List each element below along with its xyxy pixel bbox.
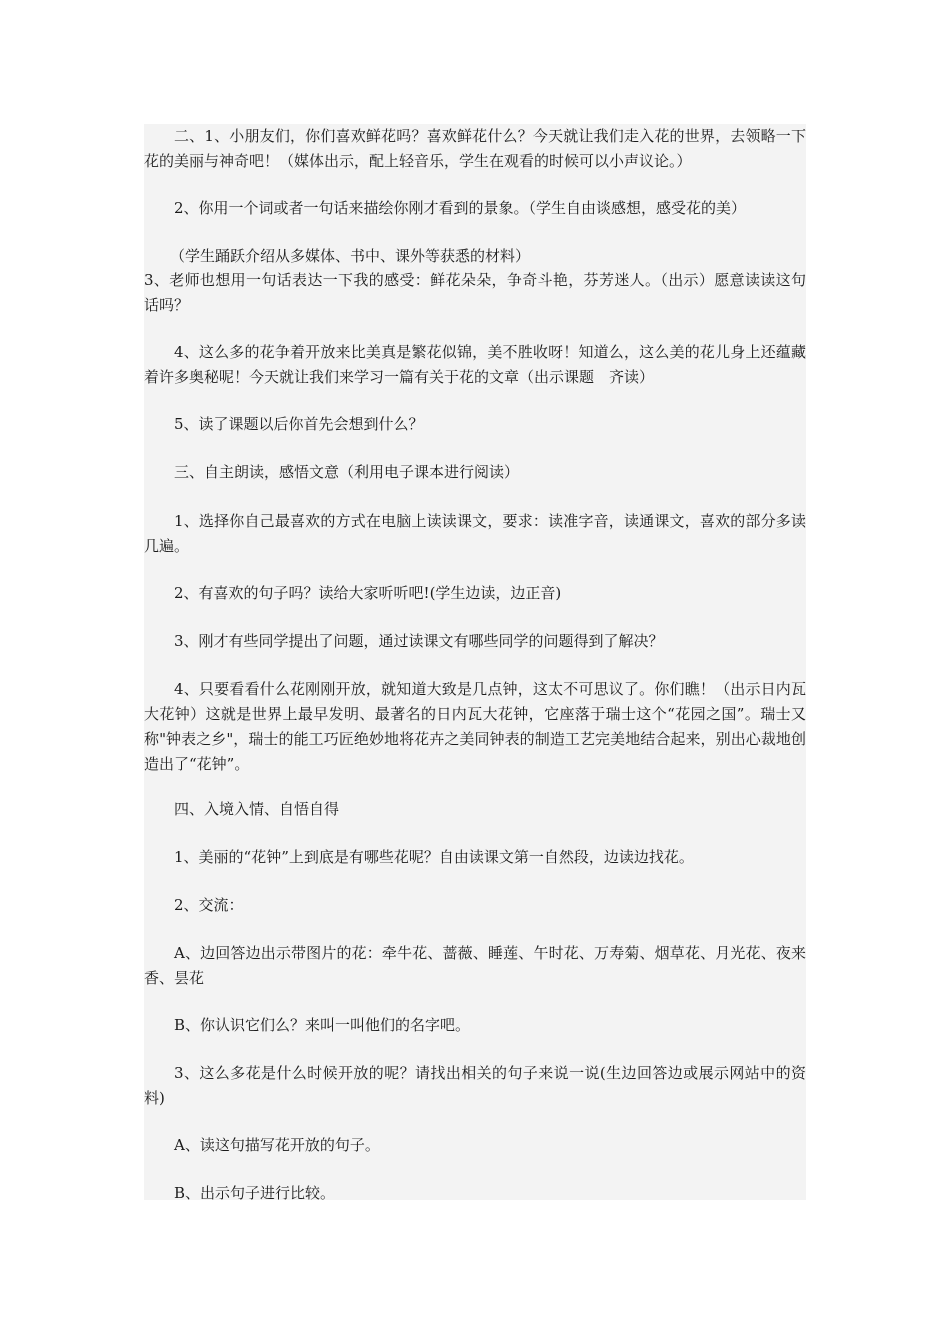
section-heading-3: 三、自主朗读，感悟文意（利用电子课本进行阅读） [174,463,520,481]
paragraph-flower-2: 2、交流： [174,896,244,914]
paragraph-flower-1: 1、美丽的“花钟”上到底是有哪些花呢？自由读课文第一自然段，边读边找花。 [174,848,694,866]
paragraph-read-2: 2、有喜欢的句子吗？读给大家听听吧!(学生边读，边正音) [174,584,562,602]
paragraph-intro-5: 5、读了课题以后你首先会想到什么？ [174,415,424,433]
paragraph-flower-3: 3、这么多花是什么时候开放的呢？请找出相关的句子来说一说(生边回答边或展示网站中的资料) [144,1064,806,1107]
paragraph-flower-b: B、你认识它们么？来叫一叫他们的名字吧。 [174,1016,471,1034]
paragraph-intro-2: 2、你用一个词或者一句话来描绘你刚才看到的景象。（学生自由谈感想，感受花的美） [174,199,747,217]
paragraph-intro-4: 4、这么多的花争着开放来比美真是繁花似锦，美不胜收呀！知道么，这么美的花儿身上还蕴藏着许多奥秘呢！今天就让我们来学习一篇有关于花的文章（出示课题 齐读） [144,343,806,386]
paragraph-flower-3b: B、出示句子进行比较。 [174,1184,336,1202]
paragraph-intro-1: 二、1、小朋友们，你们喜欢鲜花吗？喜欢鲜花什么？今天就让我们走入花的世界，去领略一下花的美丽与神奇吧！（媒体出示，配上轻音乐，学生在观看的时候可以小声议论。） [144,127,806,170]
paragraph-teacher-feeling: 3、老师也想用一句话表达一下我的感受：鲜花朵朵，争奇斗艳，芬芳迷人。（出示）愿意读读这句话吗？ [144,271,806,314]
paragraph-read-3: 3、刚才有些同学提出了问题，通过读课文有哪些同学的问题得到了解决？ [174,632,664,650]
section-heading-4: 四、入境入情、自悟自得 [174,800,340,818]
paragraph-flower-a: A、边回答边出示带图片的花：牵牛花、蔷薇、睡莲、午时花、万寿菊、烟草花、月光花、夜来香、昙花 [144,944,806,987]
paragraph-read-1: 1、选择你自己最喜欢的方式在电脑上读读课文，要求：读准字音，读通课文，喜欢的部分多读几遍。 [144,512,806,555]
paragraph-student-material: （学生踊跃介绍从多媒体、书中、课外等获悉的材料） [170,247,531,265]
paragraph-read-4: 4、只要看看什么花刚刚开放，就知道大致是几点钟，这太不可思议了。你们瞧！（出示日内瓦大花钟）这就是世界上最早发明、最著名的日内瓦大花钟，它座落于瑞士这个“花园之国”。瑞士又称"钟表之乡"，瑞士的能工巧匠绝妙地将花卉之美同钟表的制造工艺完美地结合起来，别出心裁地创造出了“花钟”。 [144,680,806,773]
paragraph-flower-3a: A、读这句描写花开放的句子。 [174,1136,380,1154]
